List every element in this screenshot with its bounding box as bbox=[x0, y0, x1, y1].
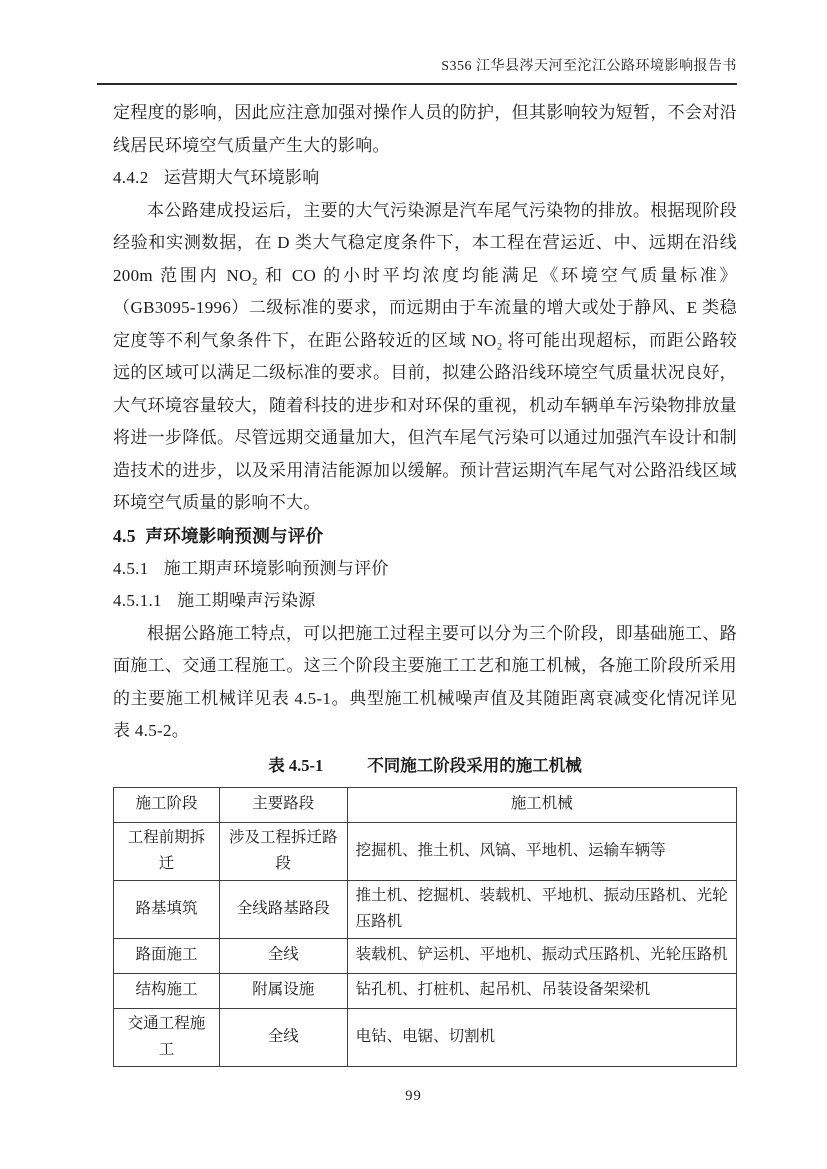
page-content bbox=[113, 97, 737, 1067]
heading-number: 4.5.1.1 bbox=[113, 591, 162, 610]
table-caption-title: 不同施工阶段采用的施工机械 bbox=[367, 756, 582, 775]
column-header-section: 主要路段 bbox=[219, 787, 347, 822]
heading-number: 4.5.1 bbox=[113, 558, 149, 578]
page-number: 99 bbox=[405, 1088, 422, 1104]
cell-stage: 路面施工 bbox=[114, 938, 220, 973]
heading-number: 4.5 bbox=[113, 525, 136, 546]
heading-4-5-1 bbox=[113, 553, 737, 586]
table-row bbox=[114, 973, 737, 1008]
heading-number: 4.4.2 bbox=[113, 168, 149, 187]
cell-section: 附属设施 bbox=[219, 973, 347, 1008]
paragraph-operation-air-impact: 本公路建成投运后，主要的大气污染源是汽车尾气污染物的排放。根据现阶段经验和实测数据，在 D 类大气稳定度条件下，本工程在营运近、中、远期在沿线 200m 范围内 NO₂ 和 CO 的小时平均浓度均能满足《环境空气质量标准》（GB3095-1996）二级标准的要求，而远期由于车流量的增大或处于静风、E 类稳定度等不利气象条件下，在距公路较近的区域 NO₂ 将可能出现超标，而距公路较远的区域可以满足二级标准的要求。目前，拟建公路沿线环境空气质量状况良好，大气环境容量较大，随着科技的进步和对环保的重视，机动车辆单车污染物排放量将进一步降低。尽管远期交通量加大，但汽车尾气污染可以通过加强汽车设计和制造技术的进步，以及采用清洁能源加以缓解。预计营运期汽车尾气对公路沿线区域环境空气质量的影响不大。 bbox=[113, 200, 737, 512]
cell-section: 全线 bbox=[219, 938, 347, 973]
cell-stage: 结构施工 bbox=[114, 973, 220, 1008]
table-row bbox=[114, 822, 737, 880]
cell-machine: 电钻、电锯、切割机 bbox=[347, 1008, 736, 1066]
cell-machine: 装载机、铲运机、平地机、振动式压路机、光轮压路机 bbox=[347, 938, 736, 973]
cell-stage: 交通工程施工 bbox=[114, 1008, 220, 1066]
cell-section: 全线路基路段 bbox=[219, 880, 347, 938]
table-caption-label: 表 4.5-1 bbox=[268, 755, 324, 775]
heading-title: 运营期大气环境影响 bbox=[163, 168, 320, 187]
header-title: S356 江华县涔天河至沱江公路环境影响报告书 bbox=[441, 59, 737, 74]
heading-4-5-1-1 bbox=[113, 585, 737, 618]
cell-section: 全线 bbox=[219, 1008, 347, 1066]
cell-machine: 挖掘机、推土机、风镐、平地机、运输车辆等 bbox=[347, 822, 736, 880]
running-header bbox=[97, 58, 737, 85]
heading-title: 施工期噪声污染源 bbox=[177, 591, 316, 610]
heading-title: 施工期声环境影响预测与评价 bbox=[163, 558, 389, 578]
table-header-row bbox=[114, 787, 737, 822]
cell-machine: 推土机、挖掘机、装载机、平地机、振动压路机、光轮压路机 bbox=[347, 880, 736, 938]
cell-stage: 路基填筑 bbox=[114, 880, 220, 938]
column-header-stage: 施工阶段 bbox=[114, 787, 220, 822]
column-header-machine: 施工机械 bbox=[347, 787, 736, 822]
cell-stage: 工程前期拆迁 bbox=[114, 822, 220, 880]
heading-4-5 bbox=[113, 520, 737, 553]
table-caption bbox=[113, 750, 737, 782]
heading-4-4-2 bbox=[113, 162, 737, 195]
table-row bbox=[114, 1008, 737, 1066]
paragraph-continuation: 定程度的影响，因此应注意加强对操作人员的防护，但其影响较为短暂，不会对沿线居民环境空气质量产生大的影响。 bbox=[113, 103, 737, 155]
paragraph-construction-noise-source: 根据公路施工特点，可以把施工过程主要可以分为三个阶段，即基础施工、路面施工、交通工程施工。这三个阶段主要施工工艺和施工机械，各施工阶段所采用的主要施工机械详见表 4.5-1。典型施工机械噪声值及其随距离衰减变化情况详见表 4.5-2。 bbox=[113, 623, 737, 740]
construction-machine-table bbox=[113, 787, 737, 1067]
cell-section: 涉及工程拆迁路段 bbox=[219, 822, 347, 880]
table-row bbox=[114, 880, 737, 938]
heading-title: 声环境影响预测与评价 bbox=[145, 525, 324, 546]
cell-machine: 钻孔机、打桩机、起吊机、吊装设备架梁机 bbox=[347, 973, 736, 1008]
table-row bbox=[114, 938, 737, 973]
